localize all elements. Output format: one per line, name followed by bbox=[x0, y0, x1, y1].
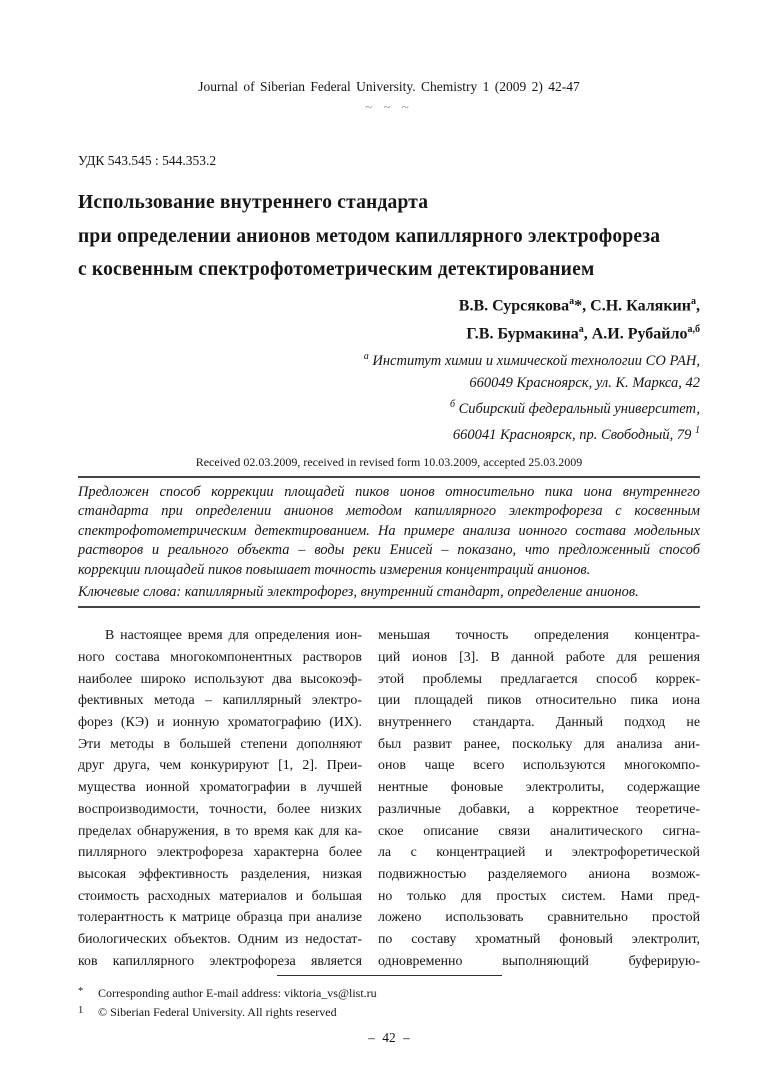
abstract-line: коррекции площадей пиков повышает точность измерения концентраций анионов. bbox=[78, 562, 591, 579]
author-affil-mark: а,б bbox=[687, 323, 700, 335]
body-text-line: внутреннего стандарта. Данный подход не bbox=[378, 715, 700, 731]
body-text-line: мущества ионной хроматографии в лучшей bbox=[78, 780, 362, 796]
body-text-line: фективных метода – капиллярный электро- bbox=[78, 693, 362, 709]
body-text-line: был развит ранее, поскольку для анализа ани- bbox=[378, 736, 700, 752]
footnote-marker-asterisk: * bbox=[78, 986, 84, 998]
footnote-text: © Siberian Federal University. All rights reserved bbox=[98, 1005, 337, 1020]
body-text-line: меньшая точность определения концентра- bbox=[378, 628, 700, 644]
body-text-line: ков капиллярного электрофореза является bbox=[78, 953, 362, 969]
title-line-1: Использование внутреннего стандарта bbox=[78, 192, 429, 213]
body-text-line: но только для простых систем. Нами пред- bbox=[378, 888, 700, 904]
title-line-3: с косвенным спектрофотометрическим детектированием bbox=[78, 259, 595, 280]
divider-keywords bbox=[78, 606, 700, 608]
body-text-line: ложено использовать сравнительно простой bbox=[378, 910, 700, 926]
body-text-line: этой проблемы предлагается способ коррек- bbox=[378, 671, 700, 687]
authors-line-2: Г.В. Бурмакина$^а$, А.И. Рубайло$^{а,б}$ bbox=[466, 323, 700, 343]
body-text-line: пиллярного электрофореза характерна более bbox=[78, 845, 362, 861]
page-number: – 42 – bbox=[368, 1030, 410, 1046]
body-text-line: биологических объектов. Одним из недостат- bbox=[78, 932, 362, 948]
affil-mark: а bbox=[363, 351, 369, 363]
affiliations-block bbox=[78, 346, 700, 445]
ornament-tildes: ~ ~ ~ bbox=[365, 99, 413, 114]
abstract-line: растворов и реального объекта – воды реки Енисей – показано, что предложенный способ bbox=[78, 542, 700, 559]
body-text-line: одновременно выполняющий буферирую- bbox=[378, 953, 700, 969]
body-text-line: по составу хроматный фоновый электролит, bbox=[378, 932, 700, 948]
author-affil-mark: а bbox=[691, 295, 696, 307]
body-text-line: пределах обнаружения, в то время как для ка- bbox=[78, 823, 362, 839]
article-title bbox=[78, 186, 700, 287]
abstract-line: Предложен способ коррекции площадей пиков ионов относительно пика иона внутреннего bbox=[78, 483, 700, 500]
body-text-line: ла с концентрацией и электрофоретической bbox=[378, 845, 700, 861]
affil-mark: б bbox=[449, 398, 455, 410]
body-text-line: толерантность к матрице образца при анализе bbox=[78, 910, 362, 926]
author-affil-mark: а bbox=[578, 323, 584, 335]
abstract bbox=[78, 483, 700, 581]
received-dates: Received 02.03.2009, received in revised form 10.03.2009, accepted 25.03.2009 bbox=[195, 454, 583, 469]
body-text-line: ного состава многокомпонентных растворов bbox=[78, 649, 362, 665]
body-text-line: онов чаще всего используются многокомпо- bbox=[378, 758, 700, 774]
abstract-line: спектрофотометрическим детектированием. На примере анализа ионного состава модельных bbox=[78, 522, 700, 539]
affiliation-institute: $^а$ Институт химии и химической технологии СО РАН, bbox=[363, 351, 700, 369]
divider-top bbox=[78, 476, 700, 478]
title-line-2: при определении анионов методом капиллярного электрофореза bbox=[78, 225, 661, 247]
body-text-line: нентные фоновые электролиты, содержащие bbox=[378, 780, 700, 796]
body-text-line: стоимость расходных материалов и большая bbox=[78, 888, 362, 904]
body-columns bbox=[78, 625, 700, 972]
body-text-line: Эти методы в большей степени дополняют bbox=[78, 736, 362, 752]
copyright-footnote-mark: 1 bbox=[695, 424, 700, 436]
body-text-line: наиболее широко используют два высокоэф- bbox=[78, 671, 362, 687]
authors-block bbox=[78, 290, 700, 347]
footnote-text: Corresponding author E-mail address: viktoria_vs@list.ru bbox=[98, 986, 377, 1001]
author-affil-mark: а bbox=[569, 295, 575, 307]
footnote-corresponding-author bbox=[78, 984, 700, 1003]
abstract-line: стандарта при определении анионов методом капиллярного электрофореза с косвенным bbox=[78, 503, 700, 520]
body-text-line: ции площадей пиков относительно пика иона bbox=[378, 693, 700, 709]
footnote-copyright bbox=[78, 1003, 700, 1022]
body-text-line: высокая эффективность разделения, низкая bbox=[78, 866, 362, 882]
body-text-line: воспроизводимости, точности, более низких bbox=[78, 801, 362, 817]
authors-line-1: В.В. Сурсякова$^а$*, С.Н. Калякин$^а$, bbox=[458, 295, 700, 314]
affiliation-university: $^б$ Сибирский федеральный университет, bbox=[449, 398, 700, 417]
body-text-line: ций ионов [3]. В данной работе для решения bbox=[378, 649, 700, 665]
footnotes bbox=[78, 984, 700, 1022]
body-text-line: форез (КЭ) и ионную хроматографию (ИХ). bbox=[78, 715, 362, 731]
body-left-column bbox=[78, 625, 362, 972]
body-text-line: ское описание связи аналитического сигна- bbox=[378, 823, 700, 839]
footnote-marker-one: 1 bbox=[78, 1005, 84, 1017]
footnote-divider bbox=[277, 975, 502, 976]
body-text-line: В настоящее время для определения ион- bbox=[105, 628, 362, 644]
body-right-column bbox=[378, 625, 700, 972]
journal-header: Journal of Siberian Federal University. Chemistry 1 (2009 2) 42-47 bbox=[198, 79, 580, 94]
udk-code: УДК 543.545 : 544.353.2 bbox=[78, 153, 217, 168]
affiliation-institute-address: 660049 Красноярск, ул. К. Маркса, 42 bbox=[469, 374, 700, 391]
body-text-line: подвижностью разделяемого аниона возмож- bbox=[378, 866, 700, 882]
body-text-line: друг друга, чем конкурируют [1, 2]. Преи- bbox=[78, 758, 362, 774]
body-text-line: различные добавки, а корректное теоретиче- bbox=[378, 801, 700, 817]
affiliation-university-address: 660041 Красноярск, пр. Свободный, 79 $^1$ bbox=[452, 424, 700, 443]
keywords-line: Ключевые слова: капиллярный электрофорез, внутренний стандарт, определение анионов. bbox=[78, 583, 639, 600]
